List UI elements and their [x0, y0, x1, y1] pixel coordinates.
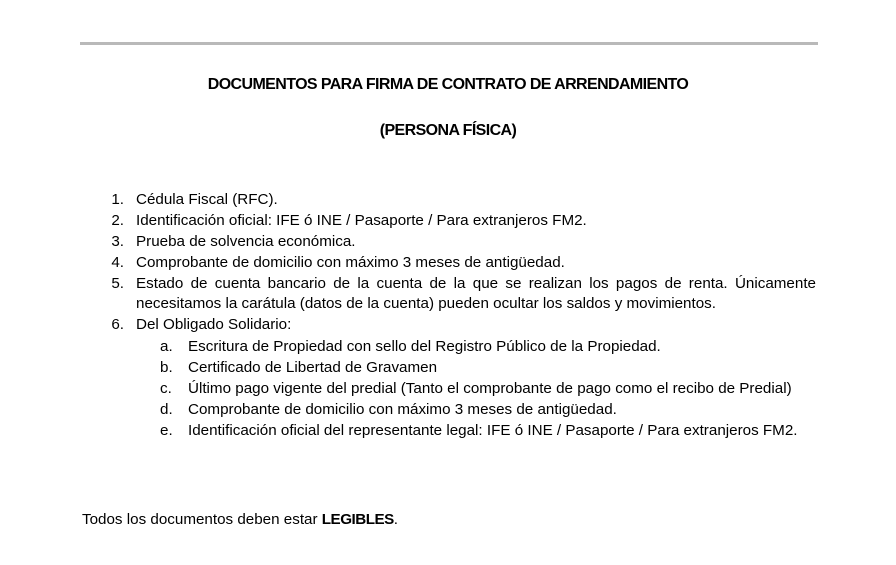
list-item-number: 4.	[111, 254, 124, 271]
sublist-item	[136, 421, 820, 441]
list-item	[100, 315, 820, 441]
sublist-item-text: Certificado de Libertad de Gravamen	[188, 359, 438, 376]
list-item-number: 1.	[111, 191, 124, 208]
sublist-item-letter: a.	[160, 338, 173, 355]
list-item-text: Estado de cuenta bancario de la cuenta de la que se realizan los pagos de renta. Únicamente necesitamos la carátula (datos de la cuenta) pueden ocultar los saldos y movimientos.	[136, 275, 816, 312]
sublist-item	[136, 337, 820, 357]
top-divider	[80, 42, 818, 45]
obligado-solidario-sublist	[136, 337, 820, 441]
requirements-list	[100, 190, 820, 442]
list-item	[100, 232, 820, 252]
list-item-text: Cédula Fiscal (RFC).	[136, 191, 278, 208]
sublist-item-letter: e.	[160, 422, 173, 439]
sublist-item-text: Identificación oficial del representante legal: IFE ó INE / Pasaporte / Para extranjeros FM2.	[188, 422, 798, 439]
list-item-text: Prueba de solvencia económica.	[136, 233, 356, 250]
list-item-number: 2.	[111, 212, 124, 229]
list-item	[100, 274, 820, 314]
list-item-number: 3.	[111, 233, 124, 250]
sublist-item	[136, 400, 820, 420]
footer-text: Todos los documentos deben estar	[82, 511, 322, 528]
sublist-item	[136, 358, 820, 378]
list-item	[100, 211, 820, 231]
sublist-item-text: Escritura de Propiedad con sello del Registro Público de la Propiedad.	[188, 338, 661, 355]
list-item-text: Comprobante de domicilio con máximo 3 meses de antigüedad.	[136, 254, 565, 271]
footer-period: .	[393, 511, 398, 528]
sublist-item-letter: c.	[160, 380, 172, 397]
list-item-text: Del Obligado Solidario:	[136, 316, 292, 333]
document-title: DOCUMENTOS PARA FIRMA DE CONTRATO DE ARRENDAMIENTO	[207, 76, 689, 93]
list-item-number: 5.	[111, 275, 124, 292]
sublist-item-letter: d.	[160, 401, 173, 418]
list-item	[100, 190, 820, 210]
document-subtitle: (PERSONA FÍSICA)	[379, 122, 517, 139]
sublist-item-letter: b.	[160, 359, 173, 376]
sublist-item-text: Comprobante de domicilio con máximo 3 meses de antigüedad.	[188, 401, 617, 418]
list-item-text: Identificación oficial: IFE ó INE / Pasaporte / Para extranjeros FM2.	[136, 212, 587, 229]
sublist-item	[136, 379, 820, 399]
footer-note	[82, 510, 398, 530]
sublist-item-text: Último pago vigente del predial (Tanto el comprobante de pago como el recibo de Predial)	[188, 380, 792, 397]
list-item	[100, 253, 820, 273]
footer-emphasis: LEGIBLES	[321, 511, 394, 528]
list-item-number: 6.	[111, 316, 124, 333]
